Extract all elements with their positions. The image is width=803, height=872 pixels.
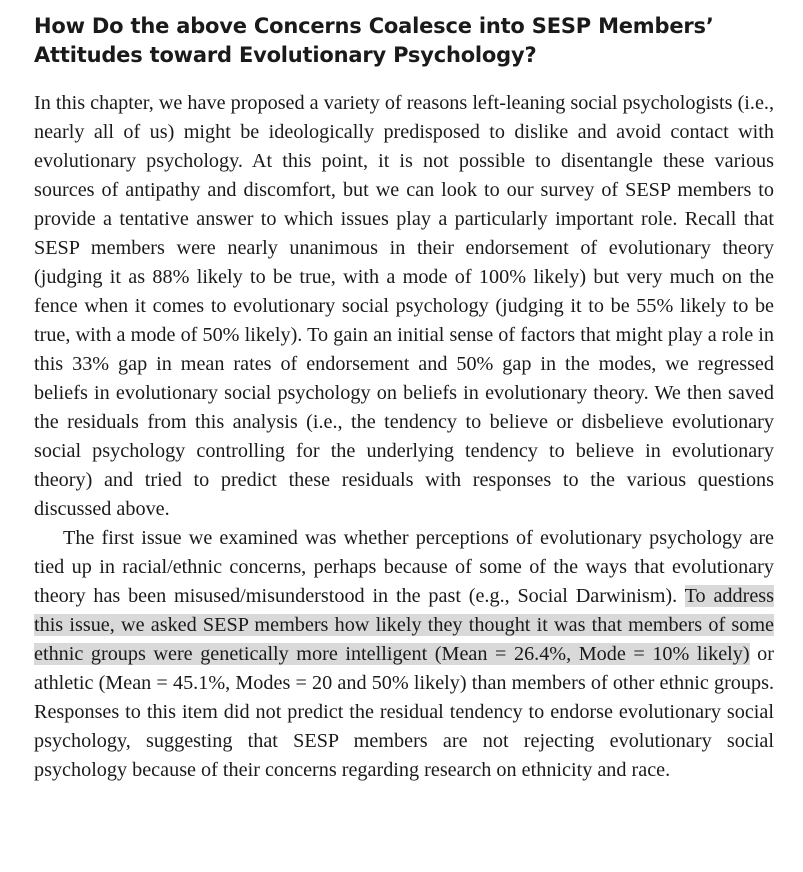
document-page (34, 12, 774, 785)
paragraph-1: In this chapter, we have proposed a variety of reasons left-leaning social psychologists (i.e., nearly all of us) might be ideologically predisposed to dislike and avoid contact with evolutionary psychology. At this point, it is not possible to disentangle these various sources of antipathy and discomfort, but we can look to our survey of SESP members to provide a tentative answer to which issues play a particularly important role. Recall that SESP members were nearly unanimous in their endorsement of evolutionary theory (judging it as 88% likely to be true, with a mode of 100% likely) but very much on the fence when it comes to evolutionary social psychology (judging it to be 55% likely to be true, with a mode of 50% likely). To gain an initial sense of factors that might play a role in this 33% gap in mean rates of endorsement and 50% gap in the modes, we regressed beliefs in evolutionary social psychology on beliefs in evolutionary theory. We then saved the residuals from this analysis (i.e., the tendency to believe or disbelieve evolutionary social psychology controlling for the underlying tendency to believe in evolutionary theory) and tried to predict these residuals with responses to the various questions discussed above. (34, 92, 774, 520)
highlighted-text[interactable]: To address this issue, we asked SESP members how likely they thought it was that members of some ethnic groups were genetically more intelligent (Mean = 26.4%, Mode = 10% likely) (34, 585, 774, 665)
paragraph-2-text-after: or athletic (Mean = 45.1%, Modes = 20 and 50% likely) than members of other ethnic groups. Responses to this item did not predict the residual tendency to endorse evolutionary social psychology, suggesting that SESP members are not rejecting evolutionary social psychology because of their concerns regarding research on ethnicity and race. (34, 643, 774, 781)
paragraph-2-text-before: The first issue we examined was whether perceptions of evolutionary psychology are tied up in racial/ethnic concerns, perhaps because of some of the ways that evolutionary theory has been misused/misunderstood in the past (e.g., Social Darwinism). (34, 527, 774, 607)
section-heading: How Do the above Concerns Coalesce into SESP Members’ Attitudes toward Evolutionary Psychology? (34, 14, 714, 67)
paragraph-2 (34, 524, 774, 785)
